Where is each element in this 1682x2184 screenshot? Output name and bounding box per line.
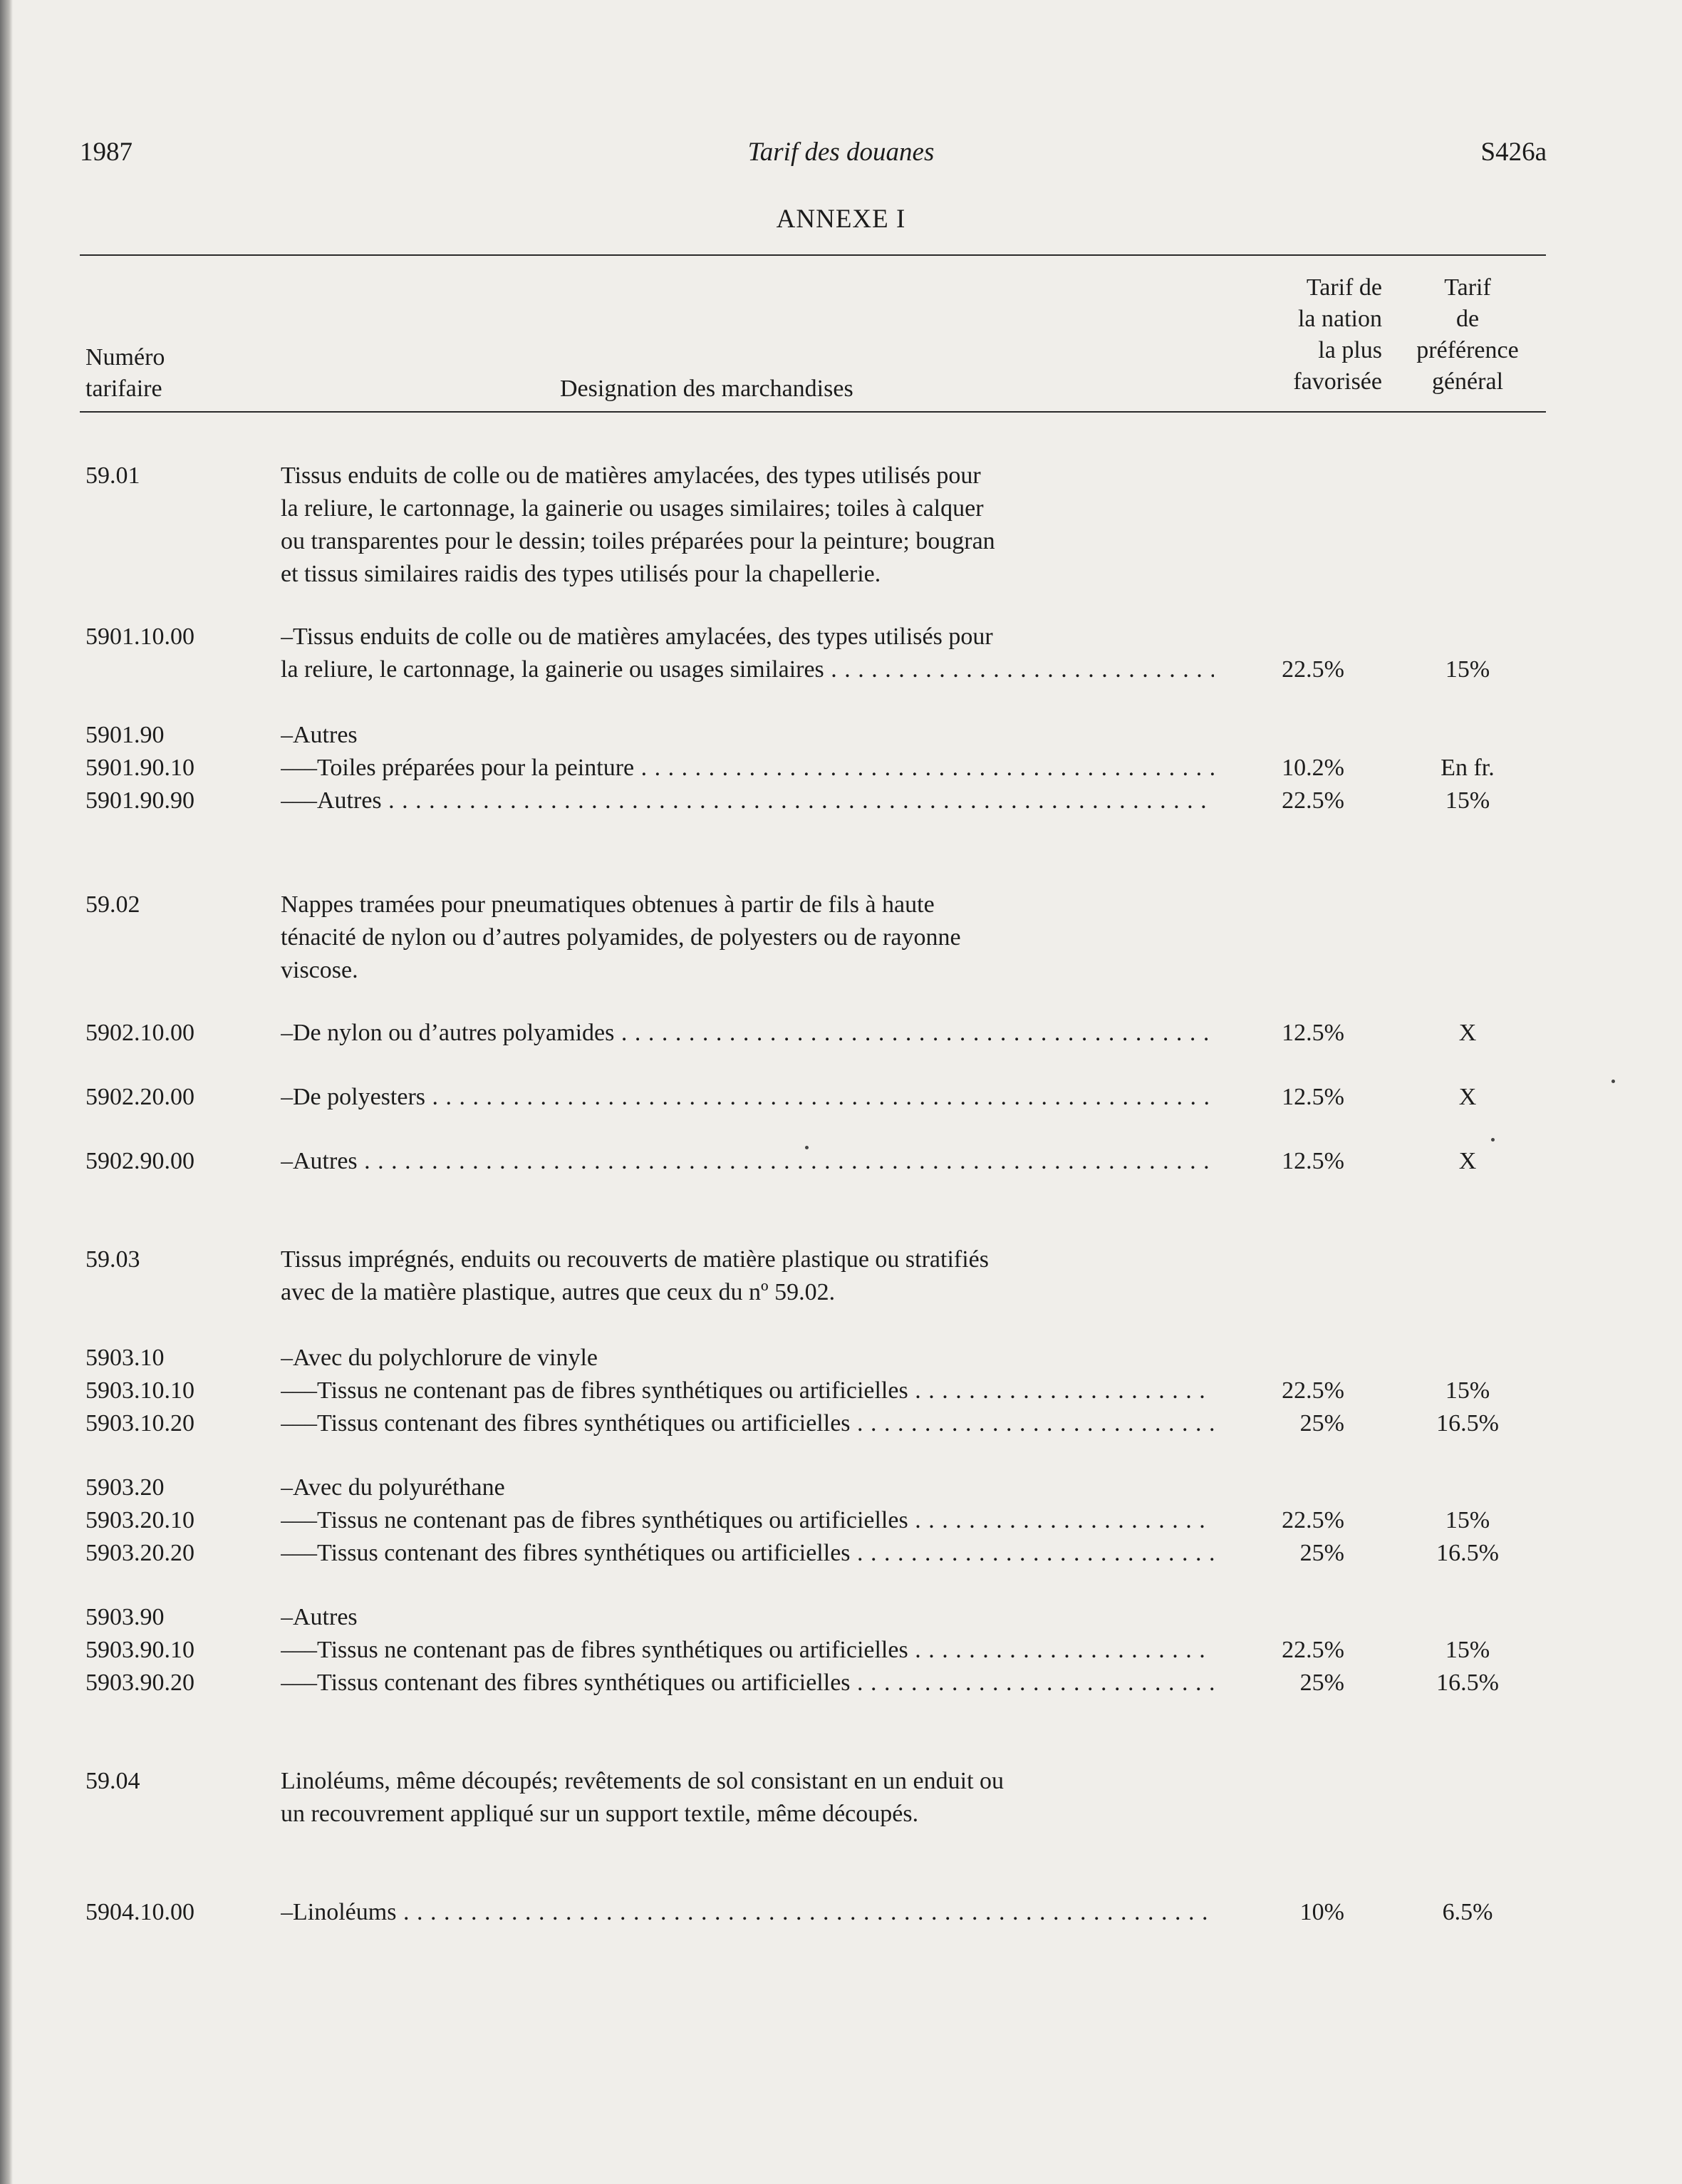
column-header-gpt (1396, 272, 1539, 398)
table-row (0, 1407, 1682, 1440)
table-row (0, 1243, 1682, 1276)
tariff-number: 5903.20.20 (85, 1540, 194, 1566)
goods-description: –Autres (281, 722, 358, 748)
tariff-number: 5903.10.10 (85, 1377, 194, 1404)
table-row (0, 1765, 1682, 1798)
gpt-rate: X (1458, 1020, 1477, 1046)
mfn-rate: 12.5% (1282, 1148, 1344, 1174)
column-header-mfn (1211, 272, 1382, 398)
gpt-rate: X (1458, 1148, 1477, 1174)
goods-description: ténacité de nylon ou d’autres polyamides, de polyesters ou de rayonne (281, 924, 961, 951)
goods-description: –Autres (281, 1604, 358, 1630)
goods-description: –Avec du polyuréthane (281, 1474, 505, 1501)
table-row (0, 460, 1682, 492)
goods-description: –––Tissus ne contenant pas de fibres synthétiques ou artificielles . . . (281, 1375, 1214, 1407)
mfn-rate: 10% (1299, 1899, 1344, 1925)
goods-description: –––Tissus contenant des fibres synthétiques ou artificielles . . . (281, 1537, 1214, 1570)
column-header-line: favorisée (1293, 368, 1382, 395)
page-code: S426a (1480, 138, 1547, 167)
goods-description: un recouvrement appliqué sur un support textile, même découpés. (281, 1801, 919, 1827)
column-header-line: Tarif (1444, 274, 1491, 301)
column-header-line: général (1431, 368, 1504, 395)
mfn-rate: 12.5% (1282, 1020, 1344, 1046)
tariff-number: 5902.90.00 (85, 1148, 194, 1174)
column-header-line: la plus (1318, 337, 1382, 363)
goods-description: –––Tissus ne contenant pas de fibres synthétiques ou artificielles . . . (281, 1504, 1214, 1537)
gpt-rate: 15% (1445, 656, 1490, 683)
goods-description: –––Tissus contenant des fibres synthétiques ou artificielles . . . (281, 1407, 1214, 1440)
gpt-rate: 16.5% (1436, 1540, 1499, 1566)
running-title: Tarif des douanes (747, 138, 935, 167)
gpt-rate: 15% (1445, 1377, 1490, 1404)
goods-description: –Avec du polychlorure de vinyle (281, 1345, 598, 1371)
table-row (0, 719, 1682, 752)
column-header-designation: Designation des marchandises (560, 376, 853, 402)
mfn-rate: 22.5% (1282, 1377, 1344, 1404)
goods-description: la reliure, le cartonnage, la gainerie ou usages similaires . . . (281, 653, 1214, 686)
mfn-rate: 12.5% (1282, 1084, 1344, 1110)
goods-description: Linoléums, même découpés; revêtements de sol consistant en un enduit ou (281, 1768, 1004, 1794)
table-top-rule (80, 254, 1546, 256)
tariff-number: 5901.90.10 (85, 755, 194, 781)
table-row (0, 1471, 1682, 1504)
tariff-number: 5904.10.00 (85, 1899, 194, 1925)
table-row (0, 621, 1682, 653)
tariff-number: 5903.20 (85, 1474, 165, 1501)
tariff-number: 5901.10.00 (85, 623, 194, 650)
gpt-rate: 6.5% (1442, 1899, 1493, 1925)
column-header-line: Tarif de (1306, 274, 1382, 301)
goods-description: Nappes tramées pour pneumatiques obtenues à partir de fils à haute (281, 891, 935, 918)
table-row (0, 1081, 1682, 1114)
tariff-number: 59.01 (85, 462, 140, 489)
tariff-number: 5902.10.00 (85, 1020, 194, 1046)
goods-description: –––Toiles préparées pour la peinture . . . (281, 752, 1214, 785)
mfn-rate: 25% (1299, 1670, 1344, 1696)
mfn-rate: 22.5% (1282, 656, 1344, 683)
table-row (0, 1504, 1682, 1537)
column-header-line: de (1455, 306, 1480, 332)
gpt-rate: X (1458, 1084, 1477, 1110)
tariff-number: 5901.90.90 (85, 787, 194, 814)
tariff-number: 5903.10.20 (85, 1410, 194, 1437)
table-row (0, 1537, 1682, 1570)
tariff-number: 5903.90.20 (85, 1670, 194, 1696)
tariff-number: 5903.90 (85, 1604, 165, 1630)
gpt-rate: 15% (1445, 787, 1490, 814)
tariff-number: 5902.20.00 (85, 1084, 194, 1110)
tariff-number: 5903.20.10 (85, 1507, 194, 1533)
gpt-rate: 15% (1445, 1507, 1490, 1533)
goods-description: –De nylon ou d’autres polyamides . . . (281, 1017, 1214, 1050)
goods-description: –––Tissus contenant des fibres synthétiques ou artificielles . . . (281, 1667, 1214, 1699)
goods-description: ou transparentes pour le dessin; toiles préparées pour la peinture; bougran (281, 528, 995, 554)
mfn-rate: 25% (1299, 1540, 1344, 1566)
table-row (0, 1017, 1682, 1050)
goods-description: –Tissus enduits de colle ou de matières amylacées, des types utilisés pour (281, 623, 993, 650)
column-header-numero (85, 342, 165, 405)
column-header-line: Numéro (85, 344, 165, 371)
goods-description: –Linoléums . . . (281, 1896, 1214, 1929)
goods-description: –Autres . . . (281, 1145, 1214, 1178)
goods-description: avec de la matière plastique, autres que ceux du nº 59.02. (281, 1279, 836, 1305)
goods-description: viscose. (281, 957, 358, 983)
page-year: 1987 (80, 138, 133, 167)
annexe-heading: ANNEXE I (776, 205, 906, 234)
mfn-rate: 22.5% (1282, 1507, 1344, 1533)
table-row (0, 954, 1682, 987)
tariff-number: 5903.90.10 (85, 1637, 194, 1663)
table-row (0, 752, 1682, 785)
table-row (0, 1896, 1682, 1929)
paper-speck (805, 1146, 809, 1149)
paper-speck (1491, 1138, 1495, 1142)
table-row (0, 1634, 1682, 1667)
goods-description: –De polyesters . . . (281, 1081, 1214, 1114)
goods-description: Tissus imprégnés, enduits ou recouverts de matière plastique ou stratifiés (281, 1246, 990, 1273)
table-row (0, 1145, 1682, 1178)
table-row (0, 653, 1682, 686)
mfn-rate: 10.2% (1282, 755, 1344, 781)
tariff-number: 59.04 (85, 1768, 140, 1794)
table-row (0, 889, 1682, 921)
gpt-rate: 15% (1445, 1637, 1490, 1663)
tariff-number: 59.02 (85, 891, 140, 918)
table-row (0, 1667, 1682, 1699)
table-row (0, 1601, 1682, 1634)
goods-description: la reliure, le cartonnage, la gainerie ou usages similaires; toiles à calquer (281, 495, 984, 522)
table-row (0, 558, 1682, 591)
gpt-rate: 16.5% (1436, 1670, 1499, 1696)
mfn-rate: 22.5% (1282, 787, 1344, 814)
table-row (0, 1798, 1682, 1831)
goods-description: Tissus enduits de colle ou de matières amylacées, des types utilisés pour (281, 462, 981, 489)
table-row (0, 1342, 1682, 1375)
tariff-number: 5903.10 (85, 1345, 165, 1371)
tariff-number: 5901.90 (85, 722, 165, 748)
paper-speck (1611, 1080, 1615, 1083)
table-row (0, 1276, 1682, 1309)
table-row (0, 785, 1682, 817)
goods-description: –––Autres . . . (281, 785, 1214, 817)
column-header-line: préférence (1416, 337, 1519, 363)
table-row (0, 525, 1682, 558)
tariff-number: 59.03 (85, 1246, 140, 1273)
column-header-line: la nation (1297, 306, 1382, 332)
gpt-rate: En fr. (1440, 755, 1495, 781)
table-row (0, 492, 1682, 525)
goods-description: et tissus similaires raidis des types utilisés pour la chapellerie. (281, 561, 881, 587)
header-bottom-rule (80, 411, 1546, 413)
goods-description: –––Tissus ne contenant pas de fibres synthétiques ou artificielles . . . (281, 1634, 1214, 1667)
table-row (0, 1375, 1682, 1407)
mfn-rate: 22.5% (1282, 1637, 1344, 1663)
table-row (0, 921, 1682, 954)
mfn-rate: 25% (1299, 1410, 1344, 1437)
column-header-line: tarifaire (85, 376, 162, 402)
gpt-rate: 16.5% (1436, 1410, 1499, 1437)
